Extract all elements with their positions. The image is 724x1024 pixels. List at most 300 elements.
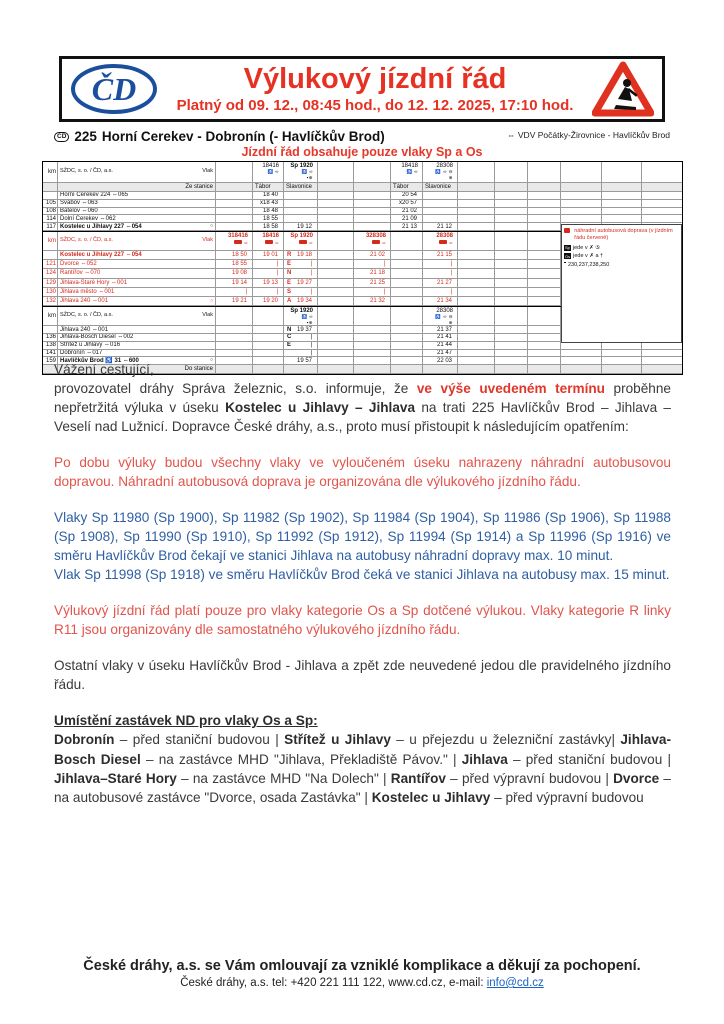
time-cell: 22 03 <box>423 357 458 364</box>
empty-cell <box>602 200 642 207</box>
empty-cell <box>528 260 561 268</box>
empty-cell <box>216 326 253 333</box>
empty-cell <box>423 200 458 207</box>
time-value: | <box>310 270 312 277</box>
train-column-header <box>495 162 528 182</box>
table-row <box>43 192 682 200</box>
empty-cell <box>391 334 423 341</box>
empty-cell <box>318 326 354 333</box>
time-cell <box>284 350 318 357</box>
km-cell: 108 <box>43 208 58 215</box>
train-name-letter: E <box>287 279 292 286</box>
train-column-header <box>284 162 318 182</box>
train-name-letter: E <box>287 342 292 349</box>
train-column-header <box>253 307 284 325</box>
vlak-label: Vlak <box>202 237 213 244</box>
train-column-header <box>354 232 391 250</box>
empty-cell <box>602 215 642 222</box>
train-number: 18418 <box>401 163 418 169</box>
time-cell <box>284 251 318 259</box>
train-number: Sp 1920 <box>290 163 313 169</box>
empty-cell <box>391 260 423 268</box>
text-segment: Jihlava <box>461 751 508 767</box>
origin-cell: Tábor <box>391 183 423 191</box>
train-name-letter: N <box>287 270 292 277</box>
empty-cell <box>458 260 495 268</box>
km-cell <box>43 192 58 199</box>
station-cell <box>58 215 216 222</box>
time-cell: 21 15 <box>423 251 458 259</box>
text-segment: – na zastávce MHD "Na Dolech" | <box>176 770 391 786</box>
text-segment: ve výše uvedeném termínu <box>416 381 605 397</box>
empty-cell <box>284 192 318 199</box>
time-cell: 18 40 <box>253 192 284 199</box>
operator-label: SŽDC, s. o. / ČD, a.s. <box>60 237 113 244</box>
origin-cell <box>528 183 561 191</box>
text-segment: Dobronín <box>54 732 115 748</box>
origin-cell <box>561 183 602 191</box>
paragraph <box>54 357 671 436</box>
train-number: 28308 <box>436 232 453 239</box>
note-badge-icon: Os <box>565 253 571 259</box>
station-cell <box>58 192 216 199</box>
empty-cell <box>458 223 495 230</box>
empty-cell <box>216 215 253 222</box>
km-cell <box>43 326 58 333</box>
train-symbols: ∞ <box>234 240 248 246</box>
text-segment: Ostatní vlaky v úseku Havlíčkův Brod - Jihlava a zpět zde neuvedené jedou dle pravidelného jízdního řádu. <box>54 658 671 693</box>
empty-cell <box>495 192 528 199</box>
page-footer <box>0 958 724 989</box>
svg-text:ČD: ČD <box>91 71 137 107</box>
empty-cell <box>561 350 602 357</box>
time-value: | <box>310 288 312 295</box>
train-column-header <box>528 162 561 182</box>
train-column-header <box>216 307 253 325</box>
time-cell: 18 48 <box>253 208 284 215</box>
train-column-header <box>528 307 561 325</box>
empty-cell <box>216 342 253 349</box>
time-value: 19 27 <box>296 279 312 286</box>
text-segment: Výlukový jízdní řád platí pouze pro vlaky kategorie Os a Sp dotčené výlukou. Vlaky kategorie R linky R11 jsou organizovány dle samostatného výlukového jízdního řádu. <box>54 603 671 638</box>
empty-cell <box>423 192 458 199</box>
empty-cell <box>216 223 253 230</box>
empty-cell <box>495 326 528 333</box>
train-column-header <box>253 232 284 250</box>
time-cell: 19 08 <box>216 269 253 277</box>
km-cell: 159 <box>43 357 58 364</box>
contact-line: České dráhy, a.s. tel: +420 221 111 122, www.cd.cz, e-mail: <box>180 977 487 989</box>
train-column-header <box>528 232 561 250</box>
empty-cell <box>391 279 423 287</box>
km-cell: 105 <box>43 200 58 207</box>
time-cell <box>284 334 318 341</box>
empty-cell <box>216 208 253 215</box>
time-cell: 21 13 <box>391 223 423 230</box>
empty-cell <box>458 279 495 287</box>
text-segment: Dvorce <box>613 770 660 786</box>
empty-cell <box>458 215 495 222</box>
text-segment: – před výpravní budovou | <box>445 770 614 786</box>
train-symbols: ⊕ <box>448 319 453 325</box>
empty-cell <box>318 192 354 199</box>
empty-cell <box>495 350 528 357</box>
bus-icon <box>372 240 380 245</box>
empty-cell <box>354 208 391 215</box>
legend-bus-note <box>564 228 679 242</box>
cd-mini-logo-icon: ČD <box>54 132 69 142</box>
text-segment: Po dobu výluky budou všechny vlaky ve vyloučeném úseku nahrazeny náhradní autobusovou dopravou. Náhradní autobusová doprava je organizována dle výlukového jízdního řádu. <box>54 455 671 490</box>
time-cell: 18 50 <box>216 251 253 259</box>
train-symbols: ♿ ∞ <box>267 169 279 174</box>
time-cell: 21 34 <box>423 297 458 305</box>
empty-cell <box>528 334 561 341</box>
station-name: Jihlava město ⇔001 <box>60 288 115 295</box>
text-segment: – před staniční budovou | <box>507 751 672 767</box>
km-cell: 114 <box>43 215 58 222</box>
empty-cell <box>495 297 528 305</box>
time-cell: 21 44 <box>423 342 458 349</box>
time-cell: | <box>423 288 458 296</box>
time-cell <box>284 342 318 349</box>
empty-cell <box>495 200 528 207</box>
time-cell: 21 25 <box>354 279 391 287</box>
station-cell <box>58 326 216 333</box>
km-cell: 121 <box>43 260 58 268</box>
email-link[interactable]: info@cd.cz <box>486 977 544 989</box>
train-symbols: ⊕ <box>448 174 453 180</box>
legend-note-text: jede v ✗ ⑤ <box>572 244 601 251</box>
time-value: 19 34 <box>296 298 312 305</box>
time-cell: | <box>253 269 284 277</box>
empty-cell <box>602 208 642 215</box>
header-banner <box>59 56 665 122</box>
ze-stanice-text: Ze stanice <box>185 184 213 190</box>
text-segment: – před staniční budovou | <box>114 732 285 748</box>
bus-icon <box>439 240 447 245</box>
empty-cell <box>528 279 561 287</box>
operator-header <box>58 162 216 182</box>
empty-cell <box>642 350 682 357</box>
empty-cell <box>423 208 458 215</box>
empty-cell <box>216 350 253 357</box>
time-value: | <box>310 349 312 356</box>
origin-cell <box>495 183 528 191</box>
empty-cell <box>318 223 354 230</box>
km-cell: 129 <box>43 279 58 287</box>
only-sp-os-note: Jízdní řád obsahuje pouze vlaky Sp a Os <box>241 145 483 159</box>
empty-cell <box>495 223 528 230</box>
operator-header <box>58 307 216 325</box>
km-header: km <box>43 232 58 250</box>
time-cell: 21 18 <box>354 269 391 277</box>
time-cell: 21 12 <box>423 223 458 230</box>
zone-circle-icon: ○ <box>209 297 213 304</box>
legend-bus-text: náhradní autobusová doprava (v jízdním řádu červeně) <box>574 228 673 241</box>
train-column-header <box>216 162 253 182</box>
empty-cell <box>458 334 495 341</box>
empty-cell <box>318 342 354 349</box>
train-column-header <box>318 307 354 325</box>
apology-line: České dráhy, a.s. se Vám omlouvají za vzniklé komplikace a děkují za pochopení. <box>83 958 641 974</box>
ze-stanice-label <box>58 183 216 191</box>
time-cell <box>284 269 318 277</box>
time-cell: | <box>423 269 458 277</box>
train-column-header <box>423 232 458 250</box>
time-value: 19 37 <box>296 326 312 333</box>
text-segment: Jihlava–Staré Hory <box>54 770 177 786</box>
vlak-label: Vlak <box>202 312 213 319</box>
empty-cell <box>458 269 495 277</box>
train-column-header <box>284 307 318 325</box>
km-cell: 138 <box>43 342 58 349</box>
time-cell: | <box>253 260 284 268</box>
empty-cell <box>354 350 391 357</box>
empty-cell <box>318 288 354 296</box>
zone-circle-icon: ○ <box>209 357 213 364</box>
text-segment: na trati 225 Havlíčkův Brod – Jihlava – Veselí nad Lužnicí. Dopravce České dráhy, a.s., proto musí přistoupit k následujícím opatřením: <box>54 400 671 435</box>
station-cell <box>58 288 216 296</box>
legend-note-text: jede v ✗ a † <box>573 253 604 260</box>
empty-cell <box>458 326 495 333</box>
station-name: Havlíčkův Brod ♿ 31 ⇔600 <box>60 357 139 364</box>
line-number: 225 <box>74 129 97 144</box>
station-cell <box>58 279 216 287</box>
empty-cell <box>561 208 602 215</box>
text-segment: provozovatel dráhy Správa železnic, s.o. informuje, že <box>54 381 417 397</box>
empty-cell <box>216 200 253 207</box>
text-segment: Rantířov <box>390 770 446 786</box>
text-segment: Vlak Sp 11998 (Sp 1918) ve směru Havlíčkův Brod čeká ve stanici Jihlava na autobusy max. 15 minut. <box>54 567 670 583</box>
legend-note <box>564 245 679 252</box>
validity-period: Platný od 09. 12., 08:45 hod., do 12. 12. 2025, 17:10 hod. <box>176 96 574 114</box>
empty-cell <box>354 192 391 199</box>
time-cell: 19 14 <box>216 279 253 287</box>
train-symbols: ♿ ∞ <box>301 169 313 174</box>
table-row <box>43 200 682 208</box>
text-segment: proběhne nepřetržitá výluka v úseku <box>54 381 671 416</box>
empty-cell <box>391 342 423 349</box>
timetable <box>42 161 683 375</box>
empty-cell <box>216 334 253 341</box>
train-number: Sp 1920 <box>290 308 313 315</box>
empty-cell <box>528 208 561 215</box>
empty-cell <box>458 251 495 259</box>
origin-cell <box>216 183 253 191</box>
empty-cell <box>642 200 682 207</box>
do-stanice-text: Do stanice <box>184 366 213 373</box>
empty-cell <box>495 342 528 349</box>
empty-cell <box>602 350 642 357</box>
time-cell <box>284 288 318 296</box>
train-name-letter: E <box>287 261 292 268</box>
station-cell <box>58 251 216 259</box>
time-cell: | <box>216 288 253 296</box>
time-cell: | <box>253 288 284 296</box>
empty-cell <box>318 350 354 357</box>
train-symbols: ▪⊕ <box>306 319 313 325</box>
train-symbols: ♿ ∞ <box>301 314 313 320</box>
station-name: Kostelec u Jihlavy 227 ⇔054 <box>60 223 142 230</box>
train-name-letter: C <box>287 334 292 341</box>
station-cell <box>58 334 216 341</box>
table-row <box>43 183 682 192</box>
km-cell: 141 <box>43 350 58 357</box>
empty-cell <box>458 342 495 349</box>
vlak-label: Vlak <box>202 168 213 175</box>
empty-cell <box>458 288 495 296</box>
km-cell: 124 <box>43 269 58 277</box>
time-cell: 19 01 <box>253 251 284 259</box>
empty-cell <box>253 334 284 341</box>
train-column-header <box>458 232 495 250</box>
empty-cell <box>495 260 528 268</box>
empty-cell <box>642 215 682 222</box>
empty-cell <box>495 251 528 259</box>
train-symbols: ▪⊕ <box>306 174 313 180</box>
table-row <box>43 350 682 358</box>
empty-cell <box>528 269 561 277</box>
time-cell <box>284 260 318 268</box>
train-column-header <box>642 162 682 182</box>
train-name-letter: R <box>287 252 292 259</box>
bus-icon <box>564 228 570 233</box>
time-cell: 18 55 <box>216 260 253 268</box>
empty-cell <box>253 342 284 349</box>
empty-cell <box>391 288 423 296</box>
empty-cell <box>216 192 253 199</box>
time-cell: x20 57 <box>391 200 423 207</box>
station-name: Jihlava-Bosch Diesel ⇔002 <box>60 334 134 341</box>
empty-cell <box>528 200 561 207</box>
empty-cell <box>354 326 391 333</box>
text-segment: Vážení cestující, <box>54 362 154 377</box>
text-segment: Umístění zastávek ND pro vlaky Os a Sp: <box>54 713 318 729</box>
train-number: 18416 <box>262 163 279 169</box>
train-column-header <box>495 307 528 325</box>
train-column-header <box>391 162 423 182</box>
km-cell: 117 <box>43 223 58 230</box>
empty-cell <box>391 251 423 259</box>
station-name: Horní Cerekev 224 ⇔065 <box>60 192 129 199</box>
km-cell: 132 <box>43 297 58 305</box>
station-name: Kostelec u Jihlavy 227 ⇔054 <box>60 252 142 259</box>
station-cell <box>58 269 216 277</box>
train-number: 318416 <box>227 232 248 239</box>
legend-note-text: 230,237,238,250 <box>568 261 610 268</box>
time-value: | <box>310 334 312 341</box>
empty-cell <box>318 260 354 268</box>
train-symbols: ∞ <box>372 240 386 246</box>
bus-icon <box>299 240 307 245</box>
operator-header <box>58 232 216 250</box>
time-cell: | <box>354 288 391 296</box>
cd-logo-icon <box>70 63 158 115</box>
station-cell <box>58 208 216 215</box>
zone-circle-icon: ○ <box>209 223 213 230</box>
empty-cell <box>391 326 423 333</box>
station-name: Dolní Cerekev ⇔062 <box>60 215 116 222</box>
paragraph <box>54 453 671 491</box>
empty-cell <box>458 208 495 215</box>
station-cell <box>58 297 216 305</box>
empty-cell <box>253 326 284 333</box>
km-cell: 130 <box>43 288 58 296</box>
time-value: 19 18 <box>296 252 312 259</box>
empty-cell <box>495 208 528 215</box>
time-cell: 21 27 <box>423 279 458 287</box>
time-cell: 19 20 <box>253 297 284 305</box>
station-cell <box>58 260 216 268</box>
time-cell: 21 02 <box>391 208 423 215</box>
station-name: Batelov ⇔060 <box>60 207 98 214</box>
station-name: Švábov ⇔063 <box>60 200 98 207</box>
empty-cell <box>495 334 528 341</box>
empty-cell <box>458 297 495 305</box>
empty-cell <box>391 297 423 305</box>
train-column-header <box>284 232 318 250</box>
time-cell: 21 47 <box>423 350 458 357</box>
train-column-header <box>318 162 354 182</box>
line-header <box>54 129 670 144</box>
operator-label: SŽDC, s. o. / ČD, a.s. <box>60 312 113 319</box>
train-name-letter: A <box>287 298 292 305</box>
paragraph <box>54 508 671 584</box>
station-name: Dobronín ⇔017 <box>60 349 103 356</box>
empty-cell <box>561 192 602 199</box>
train-column-header <box>354 307 391 325</box>
text-segment: – na zastávce MHD "Jihlava, Překladiště Pávov." | <box>140 751 462 767</box>
empty-cell <box>354 200 391 207</box>
train-column-header <box>423 307 458 325</box>
station-name: Jihlava-Staré Hory ⇔001 <box>60 279 128 286</box>
empty-cell <box>528 223 561 230</box>
text-segment: Kostelec u Jihlavy – Jihlava <box>225 400 416 416</box>
empty-cell <box>354 334 391 341</box>
train-symbols: ♿ ∞ <box>406 169 418 174</box>
train-number: 18416 <box>262 232 279 239</box>
empty-cell <box>458 200 495 207</box>
empty-cell <box>284 215 318 222</box>
empty-cell <box>561 215 602 222</box>
document-title: Výlukový jízdní řád <box>243 63 507 96</box>
train-number: 328308 <box>365 232 386 239</box>
train-symbols: ∞ <box>439 240 453 246</box>
paragraph <box>54 656 671 694</box>
train-symbols: ∞ <box>265 240 279 246</box>
operator-label: SŽDC, s. o. / ČD, a.s. <box>60 168 113 175</box>
time-cell: 19 13 <box>253 279 284 287</box>
km-cell <box>43 251 58 259</box>
train-name-letter: N <box>287 326 292 333</box>
empty-cell <box>318 215 354 222</box>
origin-cell <box>354 183 391 191</box>
roadworks-warning-icon <box>592 61 654 117</box>
time-cell: 20 54 <box>391 192 423 199</box>
time-value: | <box>310 342 312 349</box>
time-cell: 21 41 <box>423 334 458 341</box>
text-segment: Střítež u Jihlavy <box>284 732 391 748</box>
station-name: Jihlava 240 ⇔001 <box>60 326 109 333</box>
empty-cell <box>354 215 391 222</box>
time-value: 19 57 <box>296 357 312 364</box>
table-row <box>43 215 682 223</box>
table-legend <box>561 224 682 343</box>
time-cell: 21 37 <box>423 326 458 333</box>
vdv-note: ⇔ VDV Počátky-Žirovnice - Havlíčkův Brod <box>507 129 670 140</box>
empty-cell <box>642 208 682 215</box>
train-column-header <box>354 162 391 182</box>
